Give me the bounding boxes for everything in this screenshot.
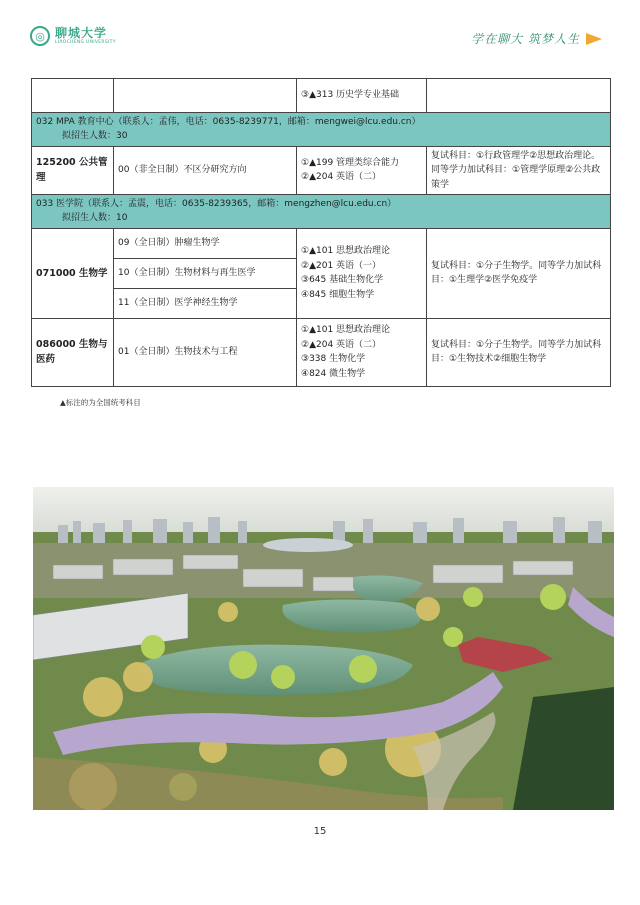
table-row (32, 318, 611, 386)
slogan (471, 30, 602, 47)
page-header (0, 0, 640, 60)
table-row (32, 146, 611, 194)
section-header-row (32, 194, 611, 228)
exam-subject: ③645 基础生物化学 (301, 275, 384, 286)
section-header (32, 194, 611, 228)
direction-cell: 00（非全日制）不区分研究方向 (114, 146, 297, 194)
admissions-table (31, 78, 611, 387)
exam-subjects-cell (297, 228, 427, 318)
footnote: ▲标注的为全国统考科目 (60, 398, 141, 407)
major-code-cell: 086000 生物与医药 (32, 318, 114, 386)
paper-plane-icon (586, 33, 602, 45)
direction-cell: 01（全日制）生物技术与工程 (114, 318, 297, 386)
exam-subjects-cell (297, 318, 427, 386)
direction-cell: 11（全日制）医学神经生物学 (114, 288, 297, 318)
major-code-cell: 071000 生物学 (32, 228, 114, 318)
exam-subjects-cell (297, 146, 427, 194)
retest-cell: 复试科目：①分子生物学。同等学力加试科目：①生物技术②细胞生物学 (427, 318, 611, 386)
slogan-text: 学在聊大 筑梦人生 (471, 32, 580, 46)
logo-english-name: LIAOCHENG UNIVERSITY (55, 39, 116, 45)
section-quota: 拟招生人数：10 (62, 213, 128, 224)
section-title: 032 MPA 教育中心（联系人：孟伟，电话：0635-8239771，邮箱：mengwei@lcu.edu.cn） (36, 117, 421, 127)
exam-subject: ①▲101 思想政治理论 (301, 325, 391, 336)
direction-cell: 09（全日制）肿瘤生物学 (114, 228, 297, 258)
retest-cell: 复试科目：①分子生物学。同等学力加试科目：①生理学②医学免疫学 (427, 228, 611, 318)
page-number: 15 (313, 826, 327, 837)
exam-subject: ②▲204 英语（二） (301, 339, 382, 350)
university-emblem-icon: ◎ (30, 26, 50, 46)
table-row (32, 79, 611, 113)
campus-aerial-photo (33, 487, 614, 810)
section-quota: 拟招生人数：30 (62, 131, 128, 142)
exam-subject: ④845 细胞生物学 (301, 289, 375, 300)
exam-subject: ①▲101 思想政治理论 (301, 246, 391, 257)
exam-subjects-cell: ③▲313 历史学专业基础 (297, 79, 427, 113)
section-header (32, 113, 611, 147)
table-row (32, 228, 611, 258)
exam-subject: ①▲199 管理类综合能力 (301, 157, 400, 168)
exam-subject: ②▲201 英语（一） (301, 260, 382, 271)
section-header-row (32, 113, 611, 147)
retest-cell: 复试科目：①行政管理学②思想政治理论。同等学力加试科目：①管理学原理②公共政策学 (427, 146, 611, 194)
logo-chinese-name: 聊城大学 (55, 25, 108, 40)
section-title: 033 医学院（联系人：孟震，电话：0635-8239365，邮箱：mengzhen@lcu.edu.cn） (36, 198, 397, 209)
direction-cell: 10（全日制）生物材料与再生医学 (114, 258, 297, 288)
major-code-cell: 125200 公共管理 (32, 146, 114, 194)
university-logo (30, 26, 116, 46)
exam-subject: ②▲204 英语（二） (301, 172, 382, 183)
exam-subject: ③338 生物化学 (301, 354, 366, 365)
exam-subject: ④824 微生物学 (301, 368, 366, 379)
